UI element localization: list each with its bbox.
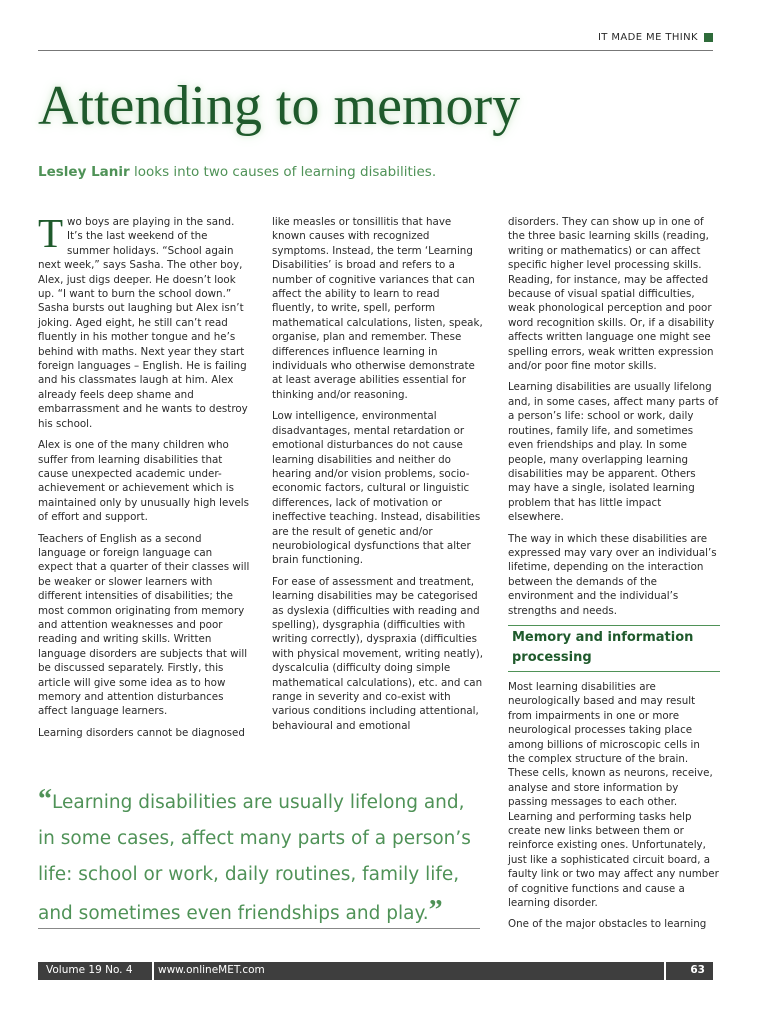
standfirst-text: looks into two causes of learning disabilities. xyxy=(129,164,437,180)
column-2 xyxy=(272,215,484,740)
footer-separator xyxy=(664,962,666,980)
pull-quote-divider xyxy=(38,928,480,929)
paragraph: Learning disabilities are usually lifelong and, in some cases, affect many parts of a person’s life: school or work, daily routines, family life, and sometimes even friendships and play. In some people, many overlapping learning disabilities may be apparent. Others may have a single, isolated learning problem that has little impact elsewhere. xyxy=(508,381,719,524)
column-1 xyxy=(38,210,250,747)
section-square-icon xyxy=(704,33,713,42)
paragraph: Learning disorders cannot be diagnosed xyxy=(38,726,245,739)
close-quote-mark: ” xyxy=(428,895,443,926)
open-quote-mark: “ xyxy=(38,784,52,815)
paragraph: Low intelligence, environmental disadvantages, mental retardation or emotional disturbances do not cause learning disabilities and neither do hearing and/or vision problems, socio-economic factors, cultural or linguistic differences, lack of motivation or ineffective teaching. Instead, disabilities are the result of genetic and/or neurobiological dysfunctions that alter brain functioning. xyxy=(272,410,481,567)
standfirst xyxy=(38,164,436,180)
paragraph xyxy=(38,210,250,431)
website-link[interactable]: www.onlineMET.com xyxy=(158,964,265,976)
header-divider xyxy=(38,50,713,51)
column-3 xyxy=(508,215,720,939)
issue-volume: Volume 19 No. 4 xyxy=(46,964,133,976)
author-name: Lesley Lanir xyxy=(38,164,130,180)
section-label xyxy=(598,32,713,43)
page-number: 63 xyxy=(690,964,705,976)
paragraph: The way in which these disabilities are expressed may vary over an individual’s lifetime, depending on the interaction between the demands of the environment and the individual’s strengths and needs. xyxy=(508,532,717,617)
paragraph: Most learning disabilities are neurologically based and may result from impairments in one or more neurological processes taking place among billions of microscopic cells in the complex structure of the brain. These cells, known as neurons, receive, analyse and store information by passing messages to each other. Learning and performing tasks help create new links between them or reinforce existing ones. Unfortunately, just like a sophisticated circuit board, a faulty link or two may affect any number of cognitive functions and cause a learning disorder. xyxy=(508,680,719,910)
pull-quote-text: Learning disabilities are usually lifelong and, in some cases, affect many parts of a person’s life: school or work, daily routines, family life, and sometimes even friendships and play. xyxy=(38,792,471,924)
paragraph: One of the major obstacles to learning xyxy=(508,918,707,931)
article-title: Attending to memory xyxy=(38,75,521,137)
paragraph: For ease of assessment and treatment, learning disabilities may be categorised as dyslexia (difficulties with reading and spelling), dysgraphia (difficulties with writing correctly), dyspraxia (difficulties with physical movement, writing neatly), dyscalculia (difficulty doing simple mathematical calculations), etc. and can range in severity and co-exist with various conditions including attentional, behavioural and emotional xyxy=(272,575,484,732)
pull-quote xyxy=(38,782,483,932)
drop-cap: T xyxy=(38,210,64,256)
paragraph: Alex is one of the many children who suffer from learning disabilities that cause unexpected academic under-achievement or achievement which is maintained only by unusually high levels of effort and support. xyxy=(38,439,250,524)
paragraph: Teachers of English as a second language or foreign language can expect that a quarter of their classes will be weaker or slower learners with different intensities of disabilities; the most common originating from memory and attention weaknesses and poor reading and writing skills. Written language disorders are subjects that will be discussed separately. Firstly, this article will give some idea as to how memory and attention disturbances affect language learners. xyxy=(38,532,250,718)
section-heading: Memory and information processing xyxy=(508,625,720,672)
footer-bar xyxy=(38,962,713,980)
paragraph: disorders. They can show up in one of the three basic learning skills (reading, writing or mathematics) or can affect specific higher level processing skills. Reading, for instance, may be affected because of visual spatial difficulties, weak phonological perception and poor word recognition skills. Or, if a disability affects written language one might see spelling errors, weak written expression and/or poor fine motor skills. xyxy=(508,216,715,373)
paragraph-text: wo boys are playing in the sand. It’s the last weekend of the summer holidays. “School again next week,” says Sasha. The other boy, Alex, just digs deeper. He doesn’t look up. “I want to burn the school down.” Sasha bursts out laughing but Alex isn’t joking. Aged eight, he still can’t read fluently in his mother tongue and he’s behind with maths. Next year they start foreign languages – English. He is failing and his classmates laugh at him. Alex already feels deep shame and embarrassment and he wants to destroy his school. xyxy=(38,216,248,430)
footer-separator xyxy=(152,962,154,980)
paragraph: like measles or tonsillitis that have known causes with recognized symptoms. Instead, the term ‘Learning Disabilities’ is broad and refers to a number of cognitive variances that can affect the ability to learn to read fluently, to write, spell, perform mathematical calculations, listen, speak, organise, plan and remember. These differences influence learning in individuals who otherwise demonstrate at least average abilities essential for thinking and/or reasoning. xyxy=(272,216,483,401)
section-label-text: IT MADE ME THINK xyxy=(597,32,698,43)
